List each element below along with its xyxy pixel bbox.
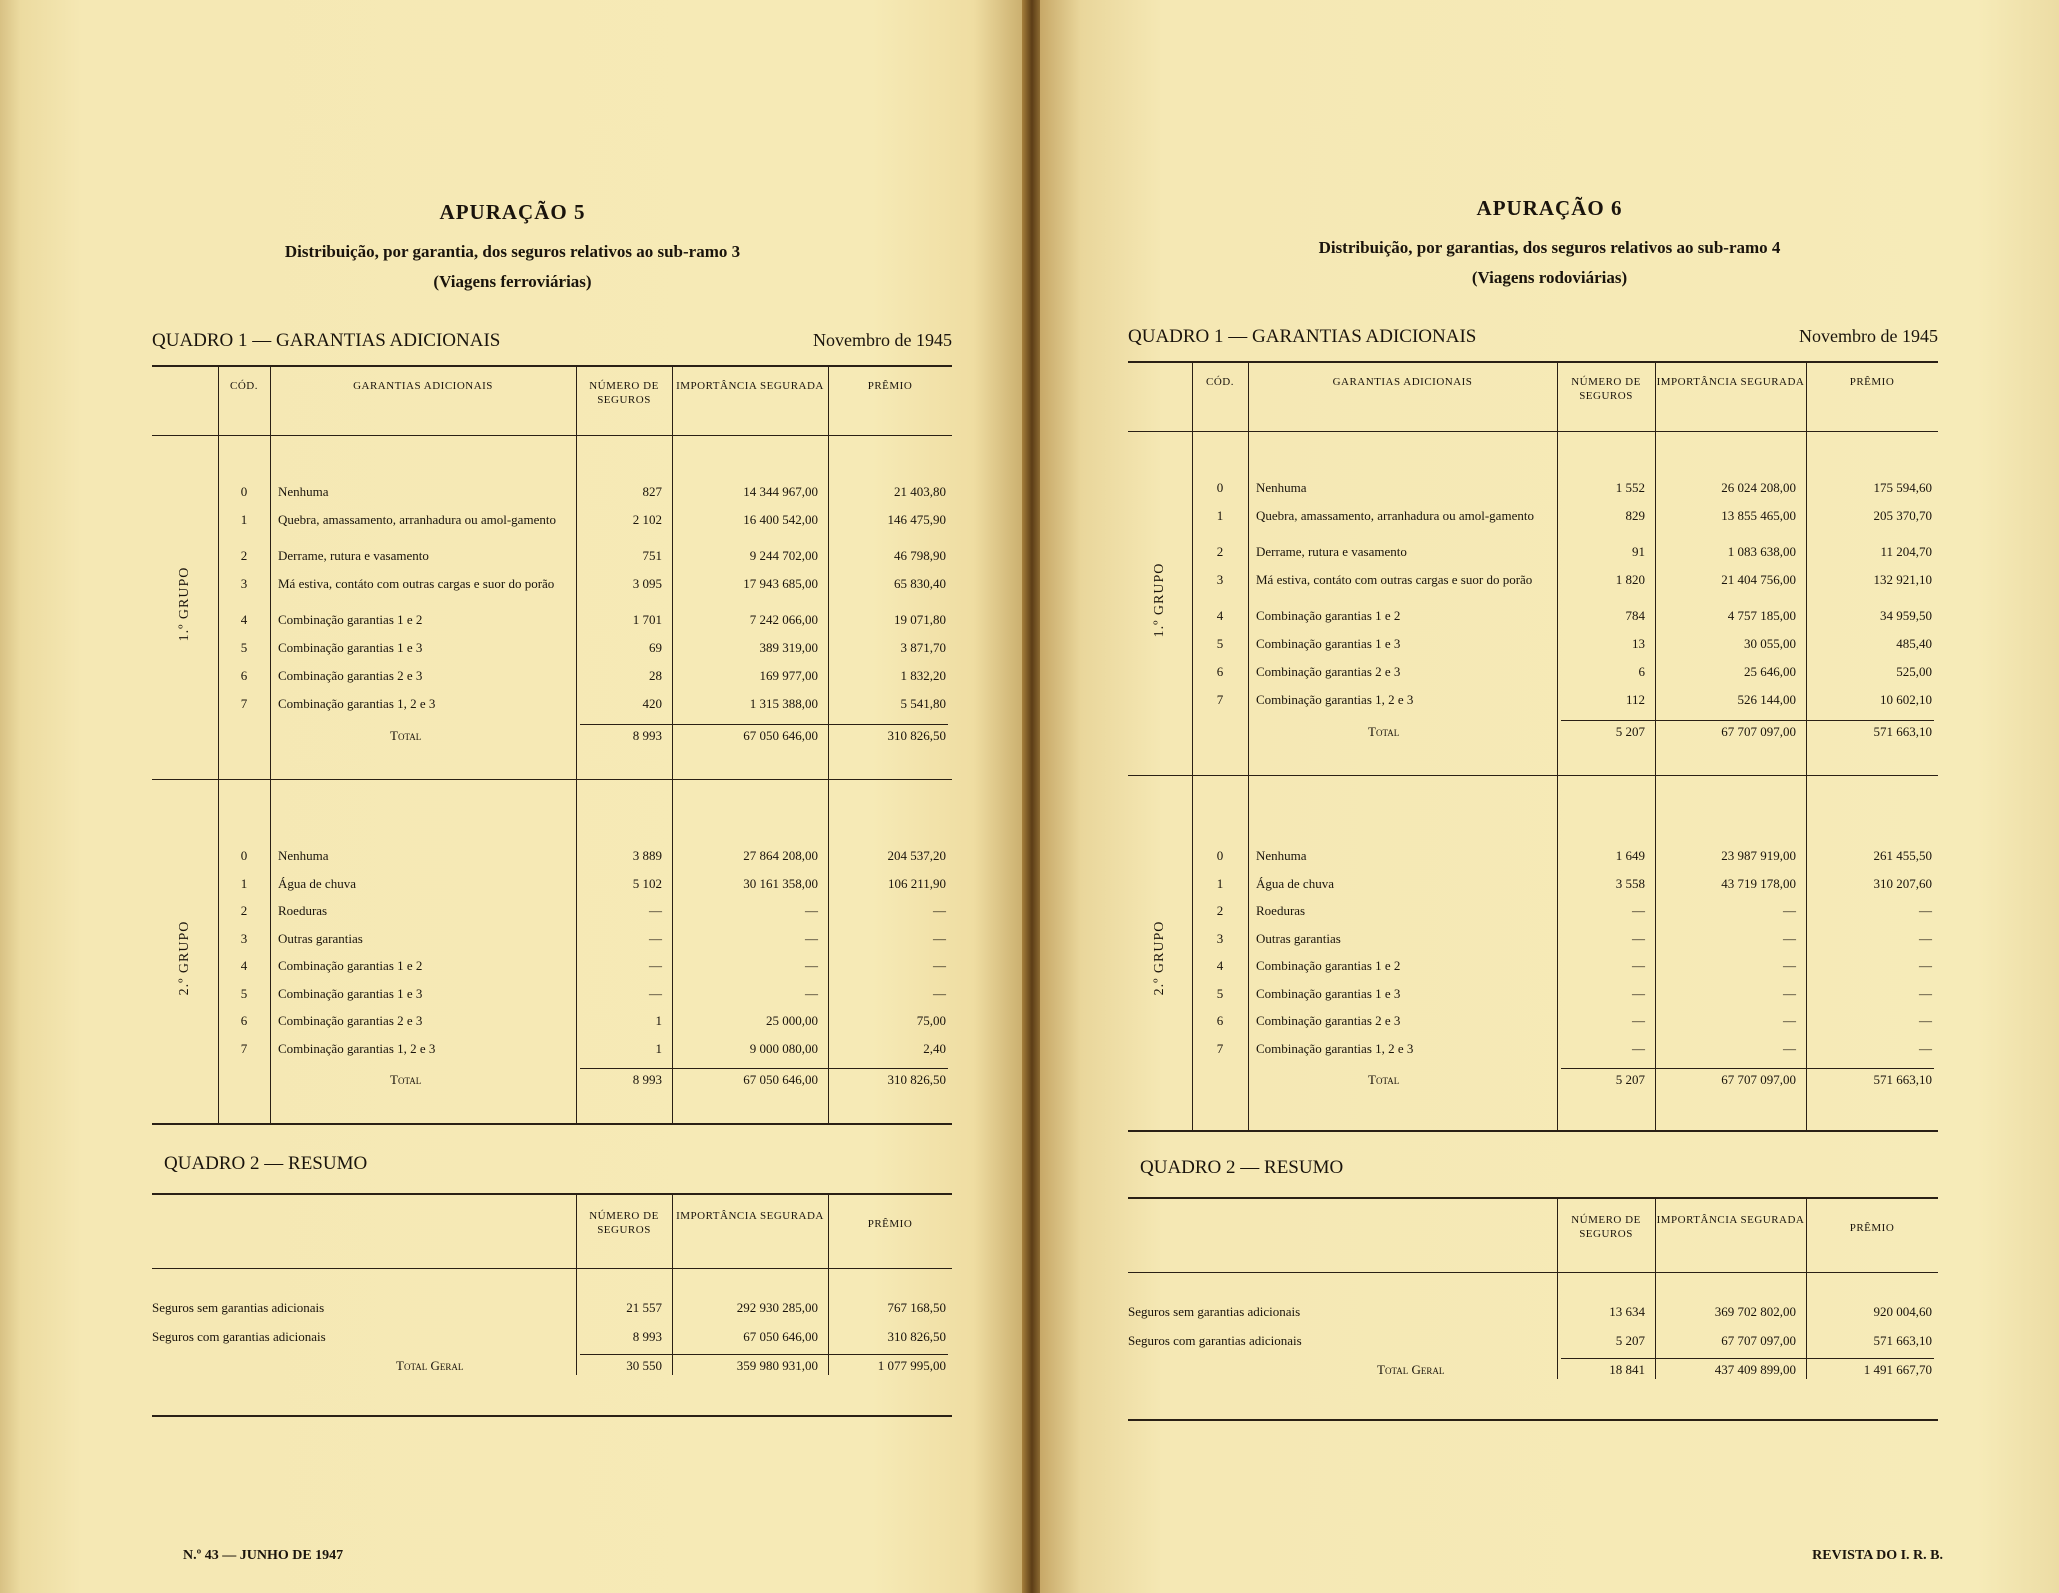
row-code: 6: [240, 1013, 248, 1028]
row-code: 0: [1216, 480, 1224, 495]
group1-total-row: [1040, 724, 2059, 746]
row-premio: 132 921,10: [1873, 572, 1932, 587]
resumo-description: Seguros sem garantias adicionais: [152, 1300, 325, 1315]
row-importancia: 389 319,00: [759, 640, 818, 655]
row-code: 0: [240, 848, 248, 863]
subtitle-line2: (Viagens ferroviárias): [433, 272, 592, 291]
row-numero: —: [1632, 930, 1645, 946]
page-footer: REVISTA DO I. R. B.: [1812, 1548, 1943, 1563]
total-importancia: 67 707 097,00: [1721, 1072, 1796, 1087]
row-importancia: 1 083 638,00: [1727, 544, 1796, 559]
row-numero: —: [649, 903, 662, 918]
row-numero: —: [1632, 903, 1645, 918]
row-premio: 1 832,20: [900, 668, 946, 683]
row-numero: 69: [649, 640, 662, 655]
row-code: 4: [240, 958, 248, 973]
table-row: [1040, 848, 2059, 870]
row-description: Combinação garantias 1 e 3: [1256, 636, 1401, 651]
row-premio: —: [1919, 985, 1932, 1001]
total-premio: 310 826,50: [887, 1072, 946, 1087]
group1-label: 1.º GRUPO: [177, 566, 192, 642]
row-description: Nenhuma: [278, 848, 329, 863]
resumo-importancia: 292 930 285,00: [736, 1300, 818, 1315]
row-code: 2: [1216, 544, 1224, 559]
resumo-header-premio: PRÊMIO: [867, 1218, 913, 1230]
resumo-importancia: 67 050 646,00: [743, 1329, 818, 1344]
table-row: [1040, 508, 2059, 530]
resumo-total-numero: 18 841: [1609, 1362, 1645, 1377]
row-importancia: 17 943 685,00: [743, 576, 818, 591]
row-numero: 6: [1638, 664, 1645, 679]
group1-label: 1.º GRUPO: [1152, 562, 1167, 638]
table-bottom-rule: [1128, 1130, 1938, 1132]
row-premio: 485,40: [1896, 636, 1932, 651]
row-importancia: —: [805, 903, 818, 918]
group2-total-row: [1040, 1072, 2059, 1094]
group-separator-rule: [1128, 775, 1938, 776]
resumo-row: [1040, 1333, 2059, 1355]
row-description: Derrame, rutura e vasamento: [278, 548, 429, 563]
table-row: [0, 986, 1025, 1008]
table-row: [0, 1041, 1025, 1063]
resumo-premio: 920 004,60: [1873, 1304, 1932, 1319]
row-description: Nenhuma: [1256, 480, 1307, 495]
resumo-premio: 571 663,10: [1873, 1333, 1932, 1348]
resumo-total-premio: 1 077 995,00: [877, 1358, 946, 1373]
row-importancia: —: [805, 985, 818, 1001]
subtitle-line2: (Viagens rodoviárias): [1471, 268, 1628, 287]
row-code: 4: [1216, 958, 1224, 973]
row-premio: 19 071,80: [894, 612, 946, 627]
row-code: 0: [1216, 848, 1224, 863]
total-premio: 310 826,50: [887, 728, 946, 743]
row-code: 2: [1216, 903, 1224, 918]
quadro1-label: QUADRO 1 — GARANTIAS ADICIONAIS: [152, 330, 501, 351]
row-numero: —: [649, 930, 662, 946]
resumo-total-premio: 1 491 667,70: [1863, 1362, 1932, 1377]
header-bottom-rule: [152, 435, 952, 436]
row-code: 2: [240, 548, 248, 563]
row-numero: 420: [642, 696, 662, 711]
table-row: [0, 1013, 1025, 1035]
row-importancia: 169 977,00: [759, 668, 818, 683]
table-row: [1040, 986, 2059, 1008]
resumo-description: Seguros sem garantias adicionais: [1128, 1304, 1301, 1319]
header-premio: PRÊMIO: [1849, 376, 1895, 388]
header-cod: CÓD.: [230, 380, 258, 392]
resumo-header-premio: PRÊMIO: [1849, 1222, 1895, 1234]
resumo-row: [0, 1300, 1025, 1322]
table-row: [1040, 572, 2059, 594]
row-numero: 3 889: [632, 848, 662, 863]
total-label: Total: [1368, 724, 1400, 739]
total-rule: [580, 724, 948, 725]
resumo-top-rule: [1128, 1197, 1938, 1199]
row-importancia: 4 757 185,00: [1727, 608, 1796, 623]
header-garantias: GARANTIAS ADICIONAIS: [1332, 376, 1473, 388]
table-row: [0, 576, 1025, 598]
row-code: 6: [240, 668, 248, 683]
row-premio: 205 370,70: [1873, 508, 1932, 523]
row-importancia: 27 864 208,00: [743, 848, 818, 863]
row-importancia: —: [1783, 958, 1796, 973]
row-importancia: —: [1783, 1040, 1796, 1056]
table-row: [0, 696, 1025, 718]
row-code: 5: [1216, 985, 1224, 1001]
resumo-description: Seguros com garantias adicionais: [152, 1329, 326, 1344]
header-numero: NÚMERO DE SEGUROS: [1571, 376, 1641, 402]
row-code: 4: [1216, 608, 1224, 623]
row-code: 2: [240, 903, 248, 918]
row-numero: 1 649: [1615, 848, 1645, 863]
resumo-numero: 21 557: [626, 1300, 662, 1315]
row-description: Roeduras: [1256, 903, 1306, 918]
total-label: Total: [1368, 1072, 1400, 1087]
row-premio: —: [1919, 1040, 1932, 1056]
row-description: Nenhuma: [278, 484, 329, 499]
row-importancia: 25 646,00: [1744, 664, 1796, 679]
row-numero: 3 095: [632, 576, 662, 591]
row-description: Combinação garantias 1 e 2: [278, 958, 423, 973]
table-row: [1040, 608, 2059, 630]
row-numero: 1 552: [1615, 480, 1645, 495]
row-description: Combinação garantias 1 e 3: [278, 640, 423, 655]
resumo-total-rule: [1561, 1358, 1934, 1359]
row-numero: 112: [1625, 692, 1645, 707]
row-premio: 525,00: [1896, 664, 1932, 679]
page-title: APURAÇÃO 6: [1476, 196, 1623, 220]
resumo-premio: 310 826,50: [887, 1329, 946, 1344]
row-numero: 28: [649, 668, 662, 683]
table-top-rule: [152, 365, 952, 367]
row-premio: 10 602,10: [1880, 692, 1932, 707]
row-code: 4: [240, 612, 248, 627]
row-code: 1: [240, 512, 248, 527]
group2-total-row: [0, 1072, 1025, 1094]
row-importancia: 14 344 967,00: [743, 484, 818, 499]
row-code: 3: [240, 576, 248, 591]
row-description: Outras garantias: [278, 930, 363, 946]
resumo-numero: 13 634: [1609, 1304, 1645, 1319]
table-row: [1040, 876, 2059, 898]
row-premio: 146 475,90: [887, 512, 946, 527]
row-premio: 106 211,90: [887, 875, 946, 891]
row-premio: 175 594,60: [1873, 480, 1932, 495]
total-importancia: 67 050 646,00: [743, 1072, 818, 1087]
table-row: [1040, 636, 2059, 658]
resumo-header-numero: NÚMERO DE SEGUROS: [1571, 1214, 1641, 1240]
row-premio: 310 207,60: [1873, 875, 1932, 891]
total-rule: [580, 1068, 948, 1069]
row-importancia: 25 000,00: [766, 1013, 818, 1028]
resumo-premio: 767 168,50: [887, 1300, 946, 1315]
row-code: 7: [1216, 692, 1224, 707]
row-description: Combinação garantias 1 e 2: [278, 612, 423, 627]
resumo-total-label: Total Geral: [396, 1358, 464, 1373]
resumo-total-rule: [580, 1354, 948, 1355]
row-numero: —: [1632, 1013, 1645, 1028]
header-garantias: GARANTIAS ADICIONAIS: [353, 380, 493, 392]
row-description: Combinação garantias 1, 2 e 3: [1256, 692, 1414, 707]
resumo-header-importancia: IMPORTÂNCIA SEGURADA: [676, 1210, 824, 1222]
row-premio: —: [933, 930, 946, 946]
page-footer: N.º 43 — JUNHO DE 1947: [183, 1548, 344, 1563]
table-row: [1040, 1013, 2059, 1035]
row-premio: 2,40: [923, 1040, 946, 1056]
row-importancia: 13 855 465,00: [1721, 508, 1796, 523]
row-importancia: 9 000 080,00: [749, 1040, 818, 1056]
row-numero: 829: [1625, 508, 1645, 523]
quadro2-label: QUADRO 2 — RESUMO: [1140, 1157, 1344, 1178]
row-code: 1: [1216, 508, 1224, 523]
table-row: [1040, 544, 2059, 566]
row-importancia: 16 400 542,00: [743, 512, 818, 527]
row-numero: —: [1632, 1040, 1645, 1056]
row-description: Roeduras: [278, 903, 328, 918]
row-description: Má estiva, contáto com outras cargas e suor do porão: [278, 576, 555, 591]
month-label: Novembro de 1945: [813, 330, 952, 350]
header-numero: NÚMERO DE SEGUROS: [589, 380, 659, 406]
total-label: Total: [390, 728, 422, 743]
row-description: Combinação garantias 1 e 3: [278, 985, 423, 1001]
row-code: 5: [1216, 636, 1224, 651]
table-row: [0, 548, 1025, 570]
row-importancia: 23 987 919,00: [1721, 848, 1796, 863]
row-premio: —: [1919, 1013, 1932, 1028]
row-importancia: —: [1783, 903, 1796, 918]
table-row: [0, 958, 1025, 980]
row-numero: —: [1632, 985, 1645, 1001]
row-description: Nenhuma: [1256, 848, 1307, 863]
table-bottom-rule: [152, 1123, 952, 1125]
header-importancia: IMPORTÂNCIA SEGURADA: [676, 380, 824, 392]
resumo-header-rule: [1128, 1272, 1938, 1273]
left-page: [0, 0, 1025, 1593]
table-row: [0, 848, 1025, 870]
resumo-top-rule: [152, 1193, 952, 1195]
row-code: 1: [240, 875, 248, 891]
table-row: [0, 612, 1025, 634]
row-importancia: 1 315 388,00: [749, 696, 818, 711]
group2-label: 2.º GRUPO: [1152, 920, 1167, 996]
row-description: Má estiva, contáto com outras cargas e suor do porão: [1256, 572, 1533, 587]
table-row: [1040, 1041, 2059, 1063]
group-separator-rule: [152, 779, 952, 780]
header-importancia: IMPORTÂNCIA SEGURADA: [1656, 376, 1805, 388]
header-bottom-rule: [1128, 431, 1938, 432]
table-row: [1040, 664, 2059, 686]
table-row: [0, 903, 1025, 925]
row-code: 0: [240, 484, 248, 499]
row-importancia: 21 404 756,00: [1721, 572, 1796, 587]
resumo-header-numero: NÚMERO DE SEGUROS: [589, 1210, 659, 1236]
row-premio: —: [933, 958, 946, 973]
row-numero: 13: [1632, 636, 1645, 651]
row-numero: 784: [1625, 608, 1645, 623]
total-importancia: 67 050 646,00: [743, 728, 818, 743]
row-description: Combinação garantias 1, 2 e 3: [278, 1040, 436, 1056]
row-premio: 46 798,90: [894, 548, 946, 563]
total-premio: 571 663,10: [1873, 724, 1932, 739]
total-numero: 5 207: [1615, 1072, 1645, 1087]
row-description: Combinação garantias 1, 2 e 3: [278, 696, 436, 711]
row-premio: 5 541,80: [900, 696, 946, 711]
row-description: Combinação garantias 1, 2 e 3: [1256, 1040, 1414, 1056]
row-code: 5: [240, 640, 248, 655]
row-premio: 11 204,70: [1880, 544, 1932, 559]
quadro1-label: QUADRO 1 — GARANTIAS ADICIONAIS: [1128, 326, 1477, 347]
resumo-total-row: [0, 1358, 1025, 1380]
table-row: [0, 876, 1025, 898]
resumo-total-importancia: 359 980 931,00: [736, 1358, 818, 1373]
resumo-total-label: Total Geral: [1377, 1362, 1445, 1377]
row-numero: 1: [655, 1040, 662, 1056]
row-description: Combinação garantias 2 e 3: [278, 668, 423, 683]
row-numero: —: [649, 985, 662, 1001]
table-row: [0, 668, 1025, 690]
total-numero: 8 993: [632, 728, 662, 743]
table-row: [0, 484, 1025, 506]
row-description: Combinação garantias 2 e 3: [1256, 1013, 1401, 1028]
row-numero: —: [649, 958, 662, 973]
row-premio: —: [933, 985, 946, 1001]
row-premio: 65 830,40: [894, 576, 946, 591]
row-numero: 5 102: [632, 875, 662, 891]
row-premio: 3 871,70: [900, 640, 946, 655]
row-numero: 751: [642, 548, 662, 563]
row-description: Água de chuva: [278, 875, 356, 891]
header-premio: PRÊMIO: [867, 380, 913, 392]
row-description: Quebra, amassamento, arranhadura ou amol-gamento: [278, 512, 556, 527]
row-numero: —: [1632, 958, 1645, 973]
row-importancia: 26 024 208,00: [1721, 480, 1796, 495]
row-description: Outras garantias: [1256, 930, 1341, 946]
quadro2-label: QUADRO 2 — RESUMO: [164, 1153, 368, 1174]
table-row: [1040, 931, 2059, 953]
total-numero: 5 207: [1615, 724, 1645, 739]
row-code: 1: [1216, 875, 1224, 891]
row-description: Combinação garantias 1 e 3: [1256, 985, 1401, 1001]
table-row: [0, 512, 1025, 534]
resumo-total-numero: 30 550: [626, 1358, 662, 1373]
row-numero: 1 701: [632, 612, 662, 627]
group2-label: 2.º GRUPO: [177, 920, 192, 996]
month-label: Novembro de 1945: [1799, 326, 1938, 346]
resumo-description: Seguros com garantias adicionais: [1128, 1333, 1302, 1348]
table-top-rule: [1128, 361, 1938, 363]
row-numero: 1 820: [1615, 572, 1645, 587]
row-premio: —: [1919, 903, 1932, 918]
subtitle-line1: Distribuição, por garantias, dos seguros relativos ao sub-ramo 4: [1318, 238, 1781, 257]
row-description: Combinação garantias 1 e 2: [1256, 608, 1401, 623]
resumo-row: [0, 1329, 1025, 1351]
table-row: [0, 640, 1025, 662]
total-numero: 8 993: [632, 1072, 662, 1087]
row-code: 7: [240, 1040, 248, 1056]
row-code: 3: [240, 930, 248, 946]
total-importancia: 67 707 097,00: [1721, 724, 1796, 739]
resumo-importancia: 369 702 802,00: [1714, 1304, 1796, 1319]
row-code: 6: [1216, 664, 1224, 679]
row-premio: 34 959,50: [1880, 608, 1932, 623]
total-premio: 571 663,10: [1873, 1072, 1932, 1087]
row-premio: —: [1919, 930, 1932, 946]
row-premio: 261 455,50: [1873, 848, 1932, 863]
row-importancia: —: [1783, 985, 1796, 1001]
total-label: Total: [390, 1072, 422, 1087]
resumo-header-rule: [152, 1268, 952, 1269]
resumo-importancia: 67 707 097,00: [1721, 1333, 1796, 1348]
row-importancia: 526 144,00: [1737, 692, 1796, 707]
total-rule: [1561, 720, 1934, 721]
resumo-row: [1040, 1304, 2059, 1326]
page-title: APURAÇÃO 5: [439, 200, 586, 224]
table-row: [1040, 480, 2059, 502]
table-row: [0, 931, 1025, 953]
row-code: 5: [240, 985, 248, 1001]
resumo-bottom-rule: [152, 1415, 952, 1417]
row-premio: —: [1919, 958, 1932, 973]
group1-total-row: [0, 728, 1025, 750]
resumo-numero: 8 993: [632, 1329, 662, 1344]
row-importancia: —: [805, 958, 818, 973]
row-premio: 204 537,20: [887, 848, 946, 863]
resumo-bottom-rule: [1128, 1419, 1938, 1421]
row-description: Combinação garantias 2 e 3: [278, 1013, 423, 1028]
row-code: 3: [1216, 930, 1224, 946]
row-description: Água de chuva: [1256, 875, 1334, 891]
row-description: Combinação garantias 1 e 2: [1256, 958, 1401, 973]
row-importancia: 9 244 702,00: [749, 548, 818, 563]
row-importancia: —: [805, 930, 818, 946]
row-code: 3: [1216, 572, 1224, 587]
resumo-numero: 5 207: [1615, 1333, 1645, 1348]
row-importancia: —: [1783, 1013, 1796, 1028]
table-row: [1040, 903, 2059, 925]
row-importancia: 30 161 358,00: [743, 875, 818, 891]
resumo-header-importancia: IMPORTÂNCIA SEGURADA: [1656, 1214, 1805, 1226]
total-rule: [1561, 1068, 1934, 1069]
row-description: Derrame, rutura e vasamento: [1256, 544, 1407, 559]
row-importancia: 30 055,00: [1744, 636, 1796, 651]
table-row: [1040, 692, 2059, 714]
row-code: 7: [240, 696, 248, 711]
header-cod: CÓD.: [1206, 376, 1234, 388]
row-description: Combinação garantias 2 e 3: [1256, 664, 1401, 679]
row-numero: 2 102: [632, 512, 662, 527]
resumo-total-row: [1040, 1362, 2059, 1384]
row-description: Quebra, amassamento, arranhadura ou amol-gamento: [1256, 508, 1534, 523]
right-page: [1040, 0, 2059, 1593]
row-numero: 1: [655, 1013, 662, 1028]
row-premio: —: [933, 903, 946, 918]
row-importancia: 7 242 066,00: [749, 612, 818, 627]
row-premio: 75,00: [916, 1013, 946, 1028]
subtitle-line1: Distribuição, por garantia, dos seguros relativos ao sub-ramo 3: [284, 242, 741, 261]
row-numero: 3 558: [1615, 875, 1645, 891]
row-numero: 827: [642, 484, 662, 499]
row-code: 6: [1216, 1013, 1224, 1028]
resumo-total-importancia: 437 409 899,00: [1714, 1362, 1796, 1377]
row-code: 7: [1216, 1040, 1224, 1056]
row-premio: 21 403,80: [894, 484, 946, 499]
row-numero: 91: [1632, 544, 1645, 559]
row-importancia: —: [1783, 930, 1796, 946]
table-row: [1040, 958, 2059, 980]
row-importancia: 43 719 178,00: [1721, 875, 1796, 891]
